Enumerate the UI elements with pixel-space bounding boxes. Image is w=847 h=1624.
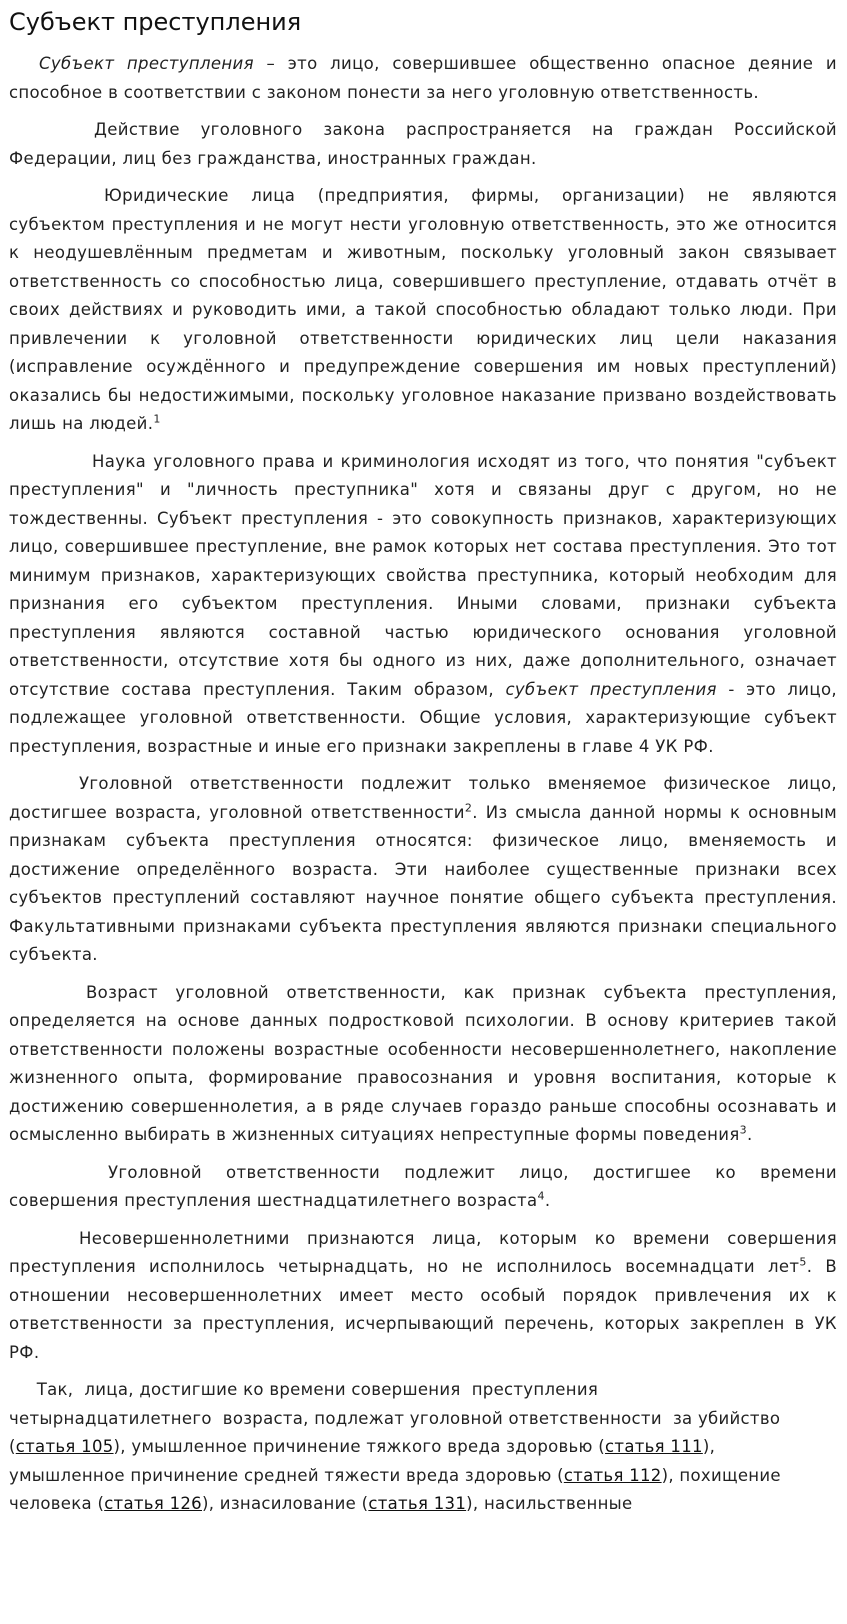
paragraph-text: Уголовной ответственности подлежит лицо, достигшее ко времени совершения преступления шестнадцатилетнего возраста: [9, 1162, 837, 1210]
paragraph: [9, 1159, 837, 1216]
footnote-ref: 4: [537, 1189, 545, 1203]
paragraph-text: ), похищение: [661, 1465, 781, 1485]
paragraph-text: .: [544, 1191, 551, 1210]
footnote-ref: 2: [464, 801, 473, 814]
paragraph: [9, 448, 837, 762]
paragraph-text: Несовершеннолетними признаются лица, которым ко времени совершения преступления исполнилось четырнадцать, но не исполнилось восемнадцати лет: [9, 1228, 837, 1276]
paragraph-text: умышленное причинение средней тяжести вреда здоровью (: [9, 1465, 564, 1485]
article-link[interactable]: статья 105: [15, 1437, 114, 1456]
paragraph: [9, 116, 837, 173]
footnote-ref: 3: [739, 1123, 748, 1137]
paragraph-text: человека (: [9, 1494, 105, 1513]
article-link[interactable]: статья 126: [104, 1494, 202, 1513]
paragraph-text: ), умышленное причинение тяжкого вреда здоровью (: [113, 1437, 606, 1456]
paragraph: [9, 979, 837, 1150]
paragraph-text: Уголовной ответственности подлежит только вменяемое физическое лицо, достигшее возраста, уголовной ответственности: [9, 774, 837, 822]
article-body: [9, 50, 837, 1519]
paragraph-text: ), изнасилование (: [201, 1494, 369, 1513]
paragraph-text: Возраст уголовной ответственности, как признак субъекта преступления, определяется на основе данных подростковой психологии. В основу критериев такой ответственности положены возрастные особенности несовершеннолетнего, накопление жизненного опыта, формирование правосознания и уровня воспитания, которые к достижению совершеннолетия, а в ряде случаев гораздо раньше способны осознавать и осмысленно выбирать в жизненных ситуациях непреступные формы поведения: [9, 982, 837, 1144]
page-title: Субъект преступления: [9, 8, 302, 36]
article-link[interactable]: статья 111: [605, 1437, 703, 1456]
article-link[interactable]: статья 112: [563, 1465, 662, 1485]
paragraph-text: Юридические лица (предприятия, фирмы, организации) не являются субъектом преступления и не могут нести уголовную ответственность, это же относится к неодушевлённым предметам и животным, поскольку уголовный закон связывает ответственность со способностью лица, совершившего преступление, отдавать отчёт в своих действиях и руководить ими, а такой способностью обладают только люди. При привлечении к уголовной ответственности юридических лиц цели наказания (исправление осуждённого и предупреждение совершения им новых преступлений) оказались бы недостижимыми, поскольку уголовное наказание призвано воздействовать лишь на людей.: [9, 186, 837, 433]
paragraph-text: – это лицо, совершившее общественно опасное деяние и способное в соответствии с законом понести за него уголовную ответственность.: [9, 54, 837, 102]
paragraph-text: . Из смысла данной нормы к основным признакам субъекта преступления относятся: физическое лицо, вменяемость и достижение определённого возраста. Эти наиболее существенные признаки всех субъектов преступлений составляют научное понятие общего субъекта преступления. Факультативными признаками субъекта преступления являются признаки специального субъекта.: [9, 802, 837, 964]
paragraph-text: четырнадцатилетнего возраста, подлежат уголовной ответственности за убийство: [9, 1408, 781, 1428]
paragraph-text: Так, лица, достигшие ко времени совершения преступления: [9, 1380, 599, 1399]
paragraph-text: (: [9, 1437, 16, 1456]
footnote-ref: 1: [153, 412, 161, 426]
term-emphasis: Субъект преступления: [39, 54, 254, 73]
paragraph: [9, 770, 837, 970]
paragraph-text: Действие уголовного закона распространяется на граждан Российской Федерации, лиц без гражданства, иностранных граждан.: [9, 120, 837, 168]
paragraph-text: . В отношении несовершеннолетних имеет место особый порядок привлечения их к ответственности за преступления, исчерпывающий перечень, которых закреплен в УК РФ.: [9, 1257, 838, 1362]
paragraph: [9, 182, 837, 439]
paragraph-text: ), насильственные: [466, 1494, 633, 1513]
paragraph-text: Наука уголовного права и криминология исходят из того, что понятия "субъект преступления" и "личность преступника" хотя и связаны друг с другом, но не тождественны. Субъект преступления - это совокупность признаков, характеризующих лицо, совершившее преступление, вне рамок которых нет состава преступления. Это тот минимум признаков, характеризующих свойства преступника, который необходим для признания его субъектом преступления. Иными словами, признаки субъекта преступления являются составной частью юридического основания уголовной ответственности, отсутствие хотя бы одного из них, даже дополнительного, означает отсутствие состава преступления. Таким образом,: [9, 451, 837, 699]
paragraph-text: - это лицо, подлежащее уголовной ответственности. Общие условия, характеризующие субъект преступления, возрастные и иные его признаки закреплены в главе 4 УК РФ.: [9, 679, 837, 756]
term-emphasis: субъект преступления: [505, 679, 717, 699]
paragraph: [9, 1225, 837, 1368]
footnote-ref: 5: [799, 1255, 807, 1269]
article-link[interactable]: статья 131: [368, 1494, 467, 1513]
paragraph: [9, 50, 837, 107]
paragraph-text: ),: [702, 1437, 716, 1456]
paragraph-text: .: [747, 1125, 753, 1144]
paragraph-last: [9, 1376, 837, 1519]
